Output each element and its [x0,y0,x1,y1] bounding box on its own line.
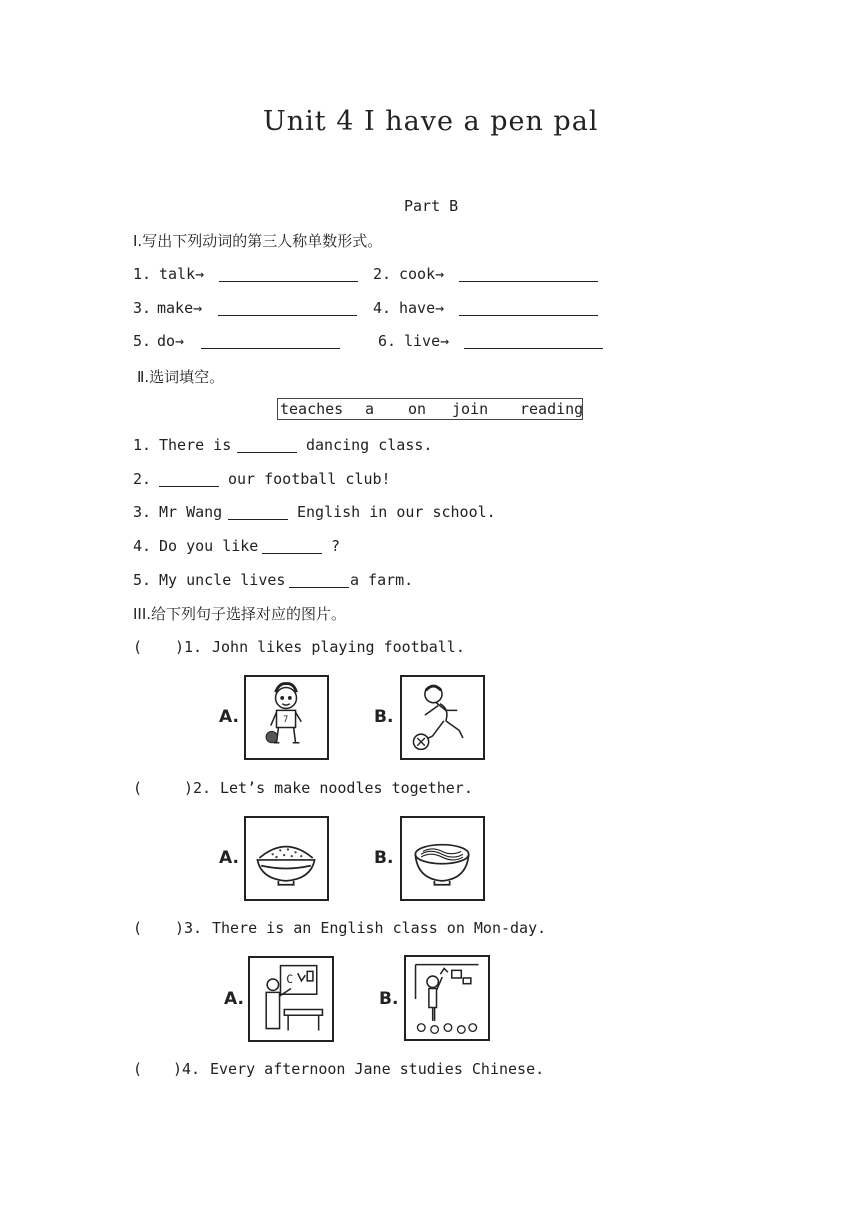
part-label: Part B [404,197,459,215]
item-number: 4. [133,537,152,555]
sentence-text: ? [331,537,341,555]
word-bank-item: a [365,400,375,418]
option-a-picture[interactable] [244,675,329,760]
answer-paren-open: ( [133,919,143,937]
item-number: 2. [373,265,392,283]
sentence-text: Mr Wang [159,503,223,521]
item-number: 5. [133,571,152,589]
boy-kicking-ball-icon [402,677,483,758]
item-number: 5. [133,332,152,350]
question-number: )2. [184,779,212,797]
option-b-label: B. [374,848,394,868]
sentence-text: My uncle lives [159,571,286,589]
answer-blank[interactable] [201,348,340,349]
answer-blank[interactable] [262,553,322,554]
word-bank-item: join [452,400,489,418]
sentence-text: dancing class. [306,436,433,454]
verb-prompt: talk→ [159,265,205,283]
item-number: 4. [373,299,392,317]
answer-slot[interactable] [144,1076,172,1077]
section1-heading: Ⅰ.写出下列动词的第三人称单数形式。 [133,232,383,250]
question-number: )1. [175,638,203,656]
answer-blank[interactable] [228,519,288,520]
question-text: There is an English class on Mon-day. [212,919,547,937]
classroom-icon [406,957,488,1039]
verb-prompt: live→ [404,332,450,350]
question-number: )3. [175,919,203,937]
answer-blank[interactable] [459,315,598,316]
sentence-text: There is [159,436,232,454]
verb-prompt: do→ [157,332,185,350]
answer-blank[interactable] [219,281,358,282]
answer-slot[interactable] [144,654,172,655]
answer-paren-open: ( [133,638,143,656]
svg-text:C: C [286,971,294,986]
option-a-label: A. [219,848,239,868]
word-bank-item: reading [520,400,584,418]
item-number: 1. [133,265,152,283]
answer-blank[interactable] [237,452,297,453]
option-b-label: B. [374,707,394,727]
svg-text:7: 7 [283,714,289,725]
sentence-text: our football club! [228,470,391,488]
answer-paren-open: ( [133,779,143,797]
section3-heading: III.给下列句子选择对应的图片。 [133,605,347,623]
sentence-text: English in our school. [297,503,496,521]
answer-blank[interactable] [289,587,349,588]
question-text: Every afternoon Jane studies Chinese. [210,1060,545,1078]
option-b-picture[interactable] [400,816,485,901]
item-number: 3. [133,299,152,317]
answer-blank[interactable] [459,281,598,282]
verb-prompt: make→ [157,299,203,317]
option-b-picture[interactable] [400,675,485,760]
question-number: )4. [173,1060,201,1078]
option-a-label: A. [219,707,239,727]
option-b-label: B. [379,989,399,1009]
answer-paren-open: ( [133,1060,143,1078]
option-a-picture[interactable] [244,816,329,901]
item-number: 1. [133,436,152,454]
option-a-label: A. [224,989,244,1009]
item-number: 6. [378,332,397,350]
noodle-bowl-icon [402,818,483,899]
sentence-text: a farm. [350,571,414,589]
option-a-picture[interactable] [248,956,334,1042]
rice-bowl-icon [246,818,327,899]
boy-basketball-icon [246,677,327,758]
verb-prompt: cook→ [399,265,445,283]
question-text: Let’s make noodles together. [220,779,473,797]
sentence-text: Do you like [159,537,259,555]
answer-slot[interactable] [144,795,182,796]
verb-prompt: have→ [399,299,445,317]
item-number: 3. [133,503,152,521]
teacher-blackboard-icon [250,958,332,1040]
answer-blank[interactable] [159,486,219,487]
question-text: John likes playing football. [212,638,465,656]
word-bank-item: teaches [280,400,344,418]
answer-blank[interactable] [218,315,357,316]
item-number: 2. [133,470,152,488]
answer-slot[interactable] [144,935,172,936]
page-title: Unit 4 I have a pen pal [263,106,599,137]
word-bank [277,398,583,420]
option-b-picture[interactable] [404,955,490,1041]
section2-heading: Ⅱ.选词填空。 [137,368,225,386]
answer-blank[interactable] [464,348,603,349]
word-bank-item: on [408,400,427,418]
